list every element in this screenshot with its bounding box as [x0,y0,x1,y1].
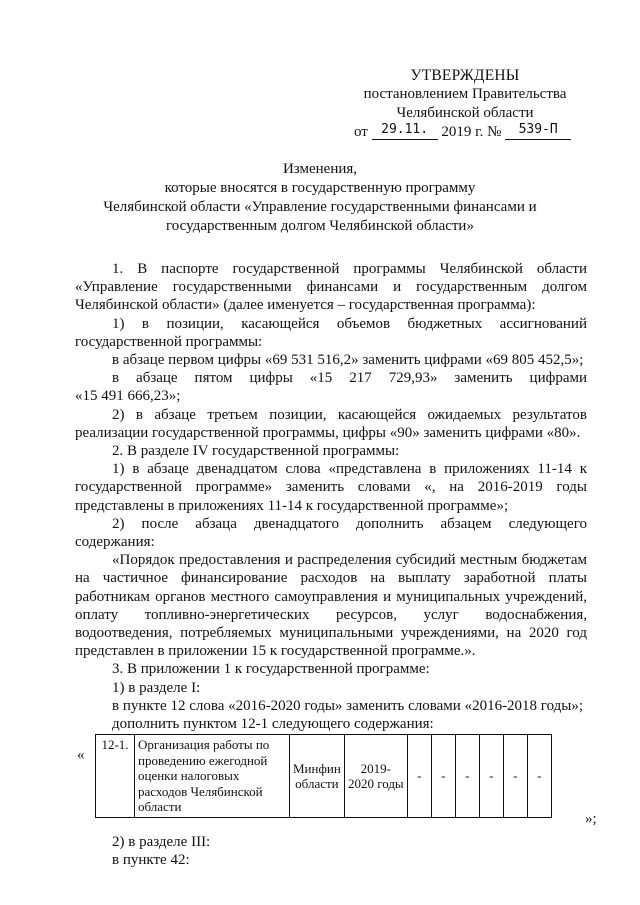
cell-dash: - [527,735,551,818]
approval-number: 539-П [505,120,571,140]
paragraph-14: 2) в разделе III: [112,834,211,851]
approval-from: от [354,124,368,140]
paragraph-4a: в абзаце пятом цифры «15 217 729,93» заменить цифрами [112,370,587,387]
paragraph-13: дополнить пунктом 12-1 следующего содержания: [112,716,434,733]
paragraph-9: «Порядок предоставления и распределения субсидий местным бюджетам на частичное финансирование расходов на выплату заработной платы работникам органов местного самоуправления и муниципальных учреждений, оплату топливно-энергетических ресурсов, услуг водоснабжения, водоотведения, потребляемых муниципальными учреждениями, на 2020 год представлен в приложении 15 к государственной программе.». [75,552,587,660]
approval-year: 2019 г. № [441,124,502,140]
paragraph-15: в пункте 42: [112,852,190,869]
cell-dash: - [479,735,503,818]
approval-date: 29.11. [372,120,438,140]
approval-stamp [350,66,580,143]
cell-dash: - [431,735,455,818]
approval-line-1: постановлением Правительства [363,86,567,102]
heading-line-4: государственным долгом Челябинской области» [166,218,474,234]
paragraph-11: 1) в разделе I: [112,679,201,696]
cell-name: Организация работы по проведению ежегодной оценки налоговых расходов Челябинской области [135,735,290,818]
document-heading [70,160,570,236]
heading-line-3: Челябинской области «Управление государственными финансами и [103,199,537,215]
paragraph-5: 2) в абзаце третьем позиции, касающейся ожидаемых результатов реализации государственной программы, цифры «90» заменить цифрами «80». [75,406,587,441]
paragraph-6: 2. В разделе IV государственной программы: [112,443,400,460]
heading-line-2: которые вносятся в государственную программу [164,180,476,196]
document-body [75,260,597,870]
table-close-quote: »; [585,811,597,828]
paragraph-4b: «15 491 666,23»; [75,388,181,405]
measures-table-block [75,734,597,832]
paragraph-3: в абзаце первом цифры «69 531 516,2» заменить цифрами «69 805 452,5»; [112,352,584,369]
paragraph-2: 1) в позиции, касающейся объемов бюджетных ассигнований государственной программы: [75,315,587,350]
table-open-quote: « [77,747,85,764]
cell-period: 2019-2020 годы [344,735,407,818]
table-row [96,735,552,818]
approval-date-line [350,123,580,143]
approval-title: УТВЕРЖДЕНЫ [410,67,520,84]
cell-executor: Минфин области [290,735,345,818]
heading-line-1: Изменения, [282,161,358,177]
paragraph-10: 3. В приложении 1 к государственной программе: [112,661,430,678]
cell-dash: - [455,735,479,818]
paragraph-1: 1. В паспорте государственной программы Челябинской области «Управление государственными финансами и государственным долгом Челябинской области» (далее именуется – государственная программа): [75,261,587,314]
paragraph-7: 1) в абзаце двенадцатом слова «представлена в приложениях 11-14 к государственной программе» заменить словами «, на 2016-2019 годы представлены в приложениях 11-14 к государственной программе»; [75,461,587,514]
cell-dash: - [503,735,527,818]
paragraph-8: 2) после абзаца двенадцатого дополнить абзацем следующего содержания: [75,515,587,551]
approval-line-2: Челябинской области [396,105,534,121]
cell-dash: - [407,735,431,818]
paragraph-12: в пункте 12 слова «2016-2020 годы» заменить словами «2016-2018 годы»; [112,697,584,714]
cell-number: 12-1. [96,735,135,818]
measures-table [95,734,552,818]
